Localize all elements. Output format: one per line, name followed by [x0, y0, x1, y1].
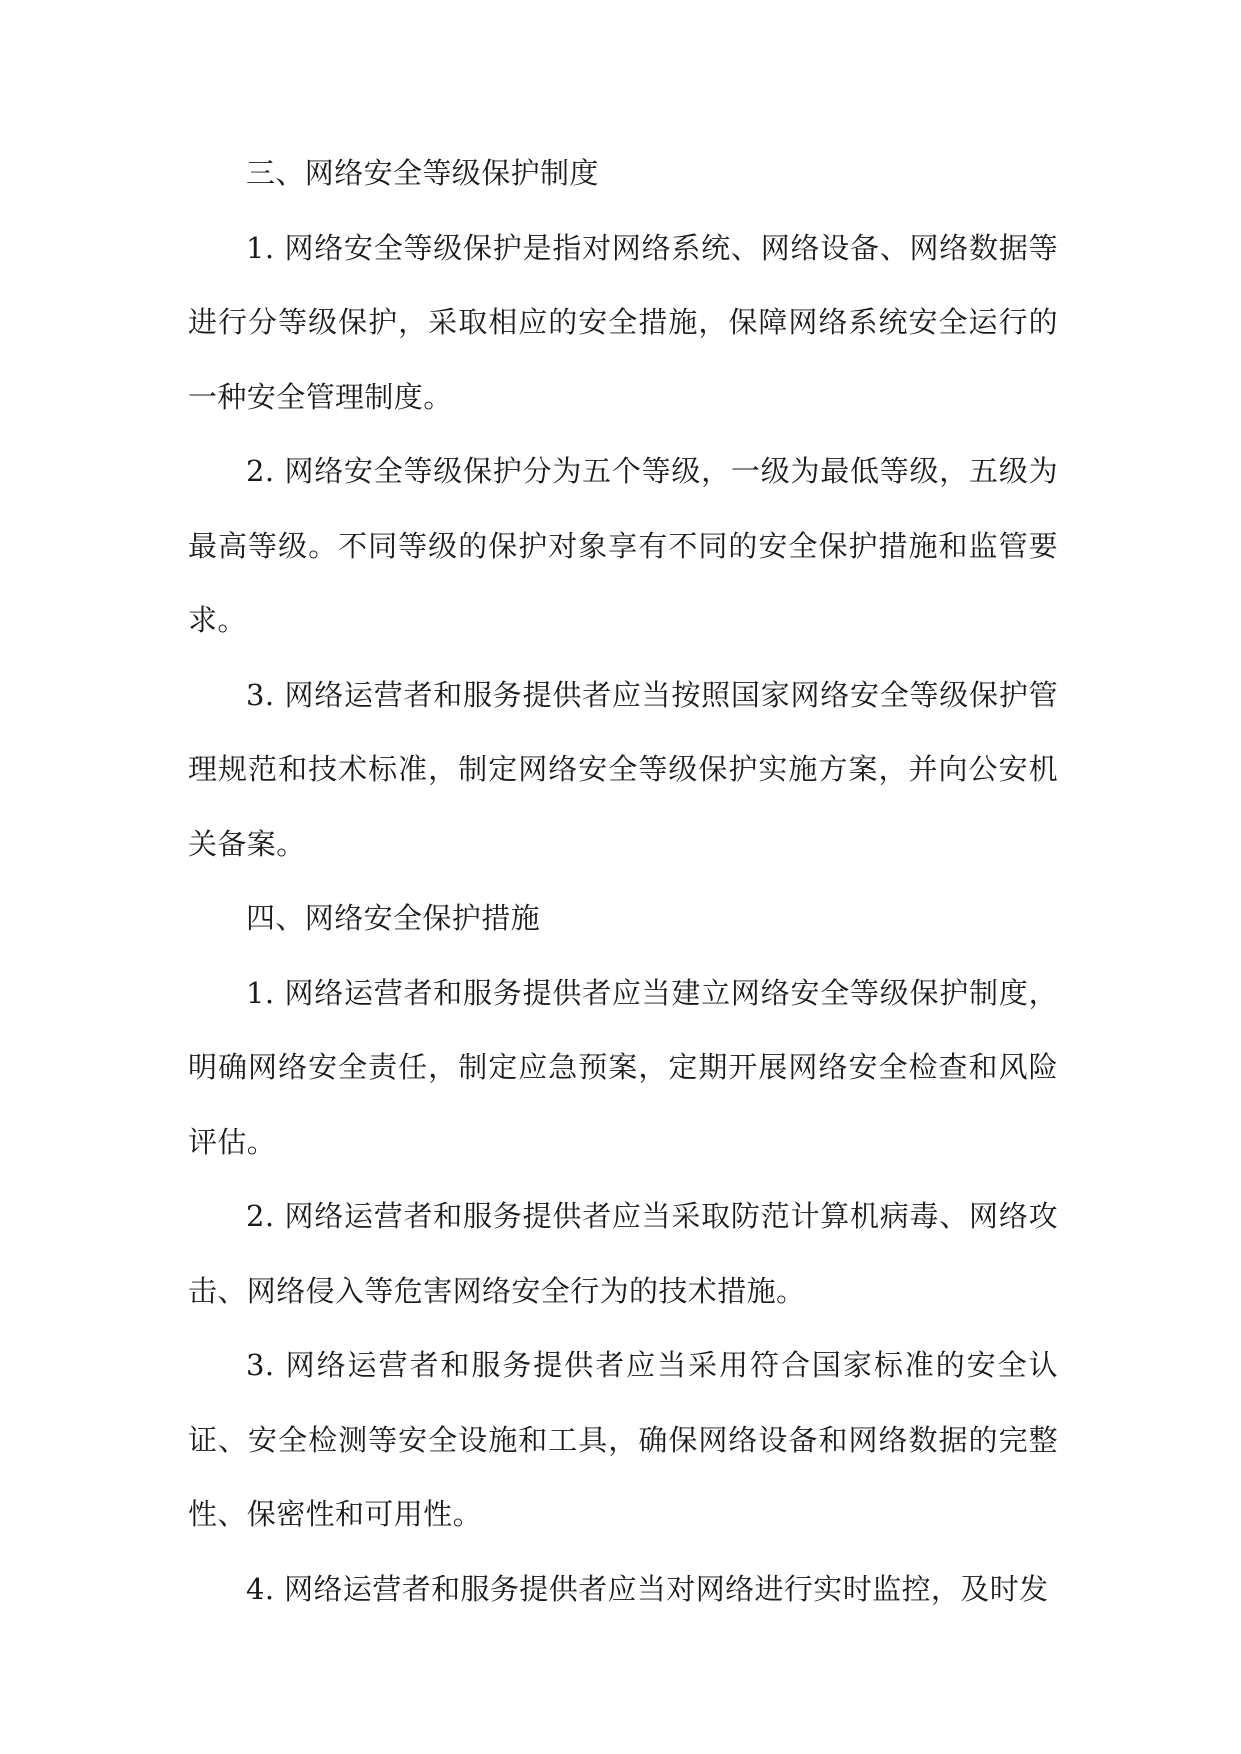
paragraph-3-2: 2. 网络安全等级保护分为五个等级，一级为最低等级，五级为最高等级。不同等级的保护对象享有不同的安全保护措施和监管要求。 [188, 454, 1058, 637]
paragraph-3-1: 1. 网络安全等级保护是指对网络系统、网络设备、网络数据等进行分等级保护，采取相应的安全措施，保障网络系统安全运行的一种安全管理制度。 [188, 230, 1058, 414]
document-body [188, 136, 1058, 1626]
paragraph-4-1: 1. 网络运营者和服务提供者应当建立网络安全等级保护制度，明确网络安全责任，制定应急预案，定期开展网络安全检查和风险评估。 [188, 975, 1058, 1159]
section-heading-4: 四、网络安全保护措施 [246, 901, 541, 935]
paragraph-4-4: 4. 网络运营者和服务提供者应当对网络进行实时监控，及时发 [246, 1571, 1049, 1606]
paragraph-3-3: 3. 网络运营者和服务提供者应当按照国家网络安全等级保护管理规范和技术标准，制定网络安全等级保护实施方案，并向公安机关备案。 [188, 677, 1058, 861]
paragraph-4-2: 2. 网络运营者和服务提供者应当采取防范计算机病毒、网络攻击、网络侵入等危害网络安全行为的技术措施。 [188, 1199, 1058, 1308]
section-heading-3: 三、网络安全等级保护制度 [246, 156, 599, 190]
paragraph-4-3: 3. 网络运营者和服务提供者应当采用符合国家标准的安全认证、安全检测等安全设施和工具，确保网络设备和网络数据的完整性、保密性和可用性。 [188, 1348, 1058, 1531]
